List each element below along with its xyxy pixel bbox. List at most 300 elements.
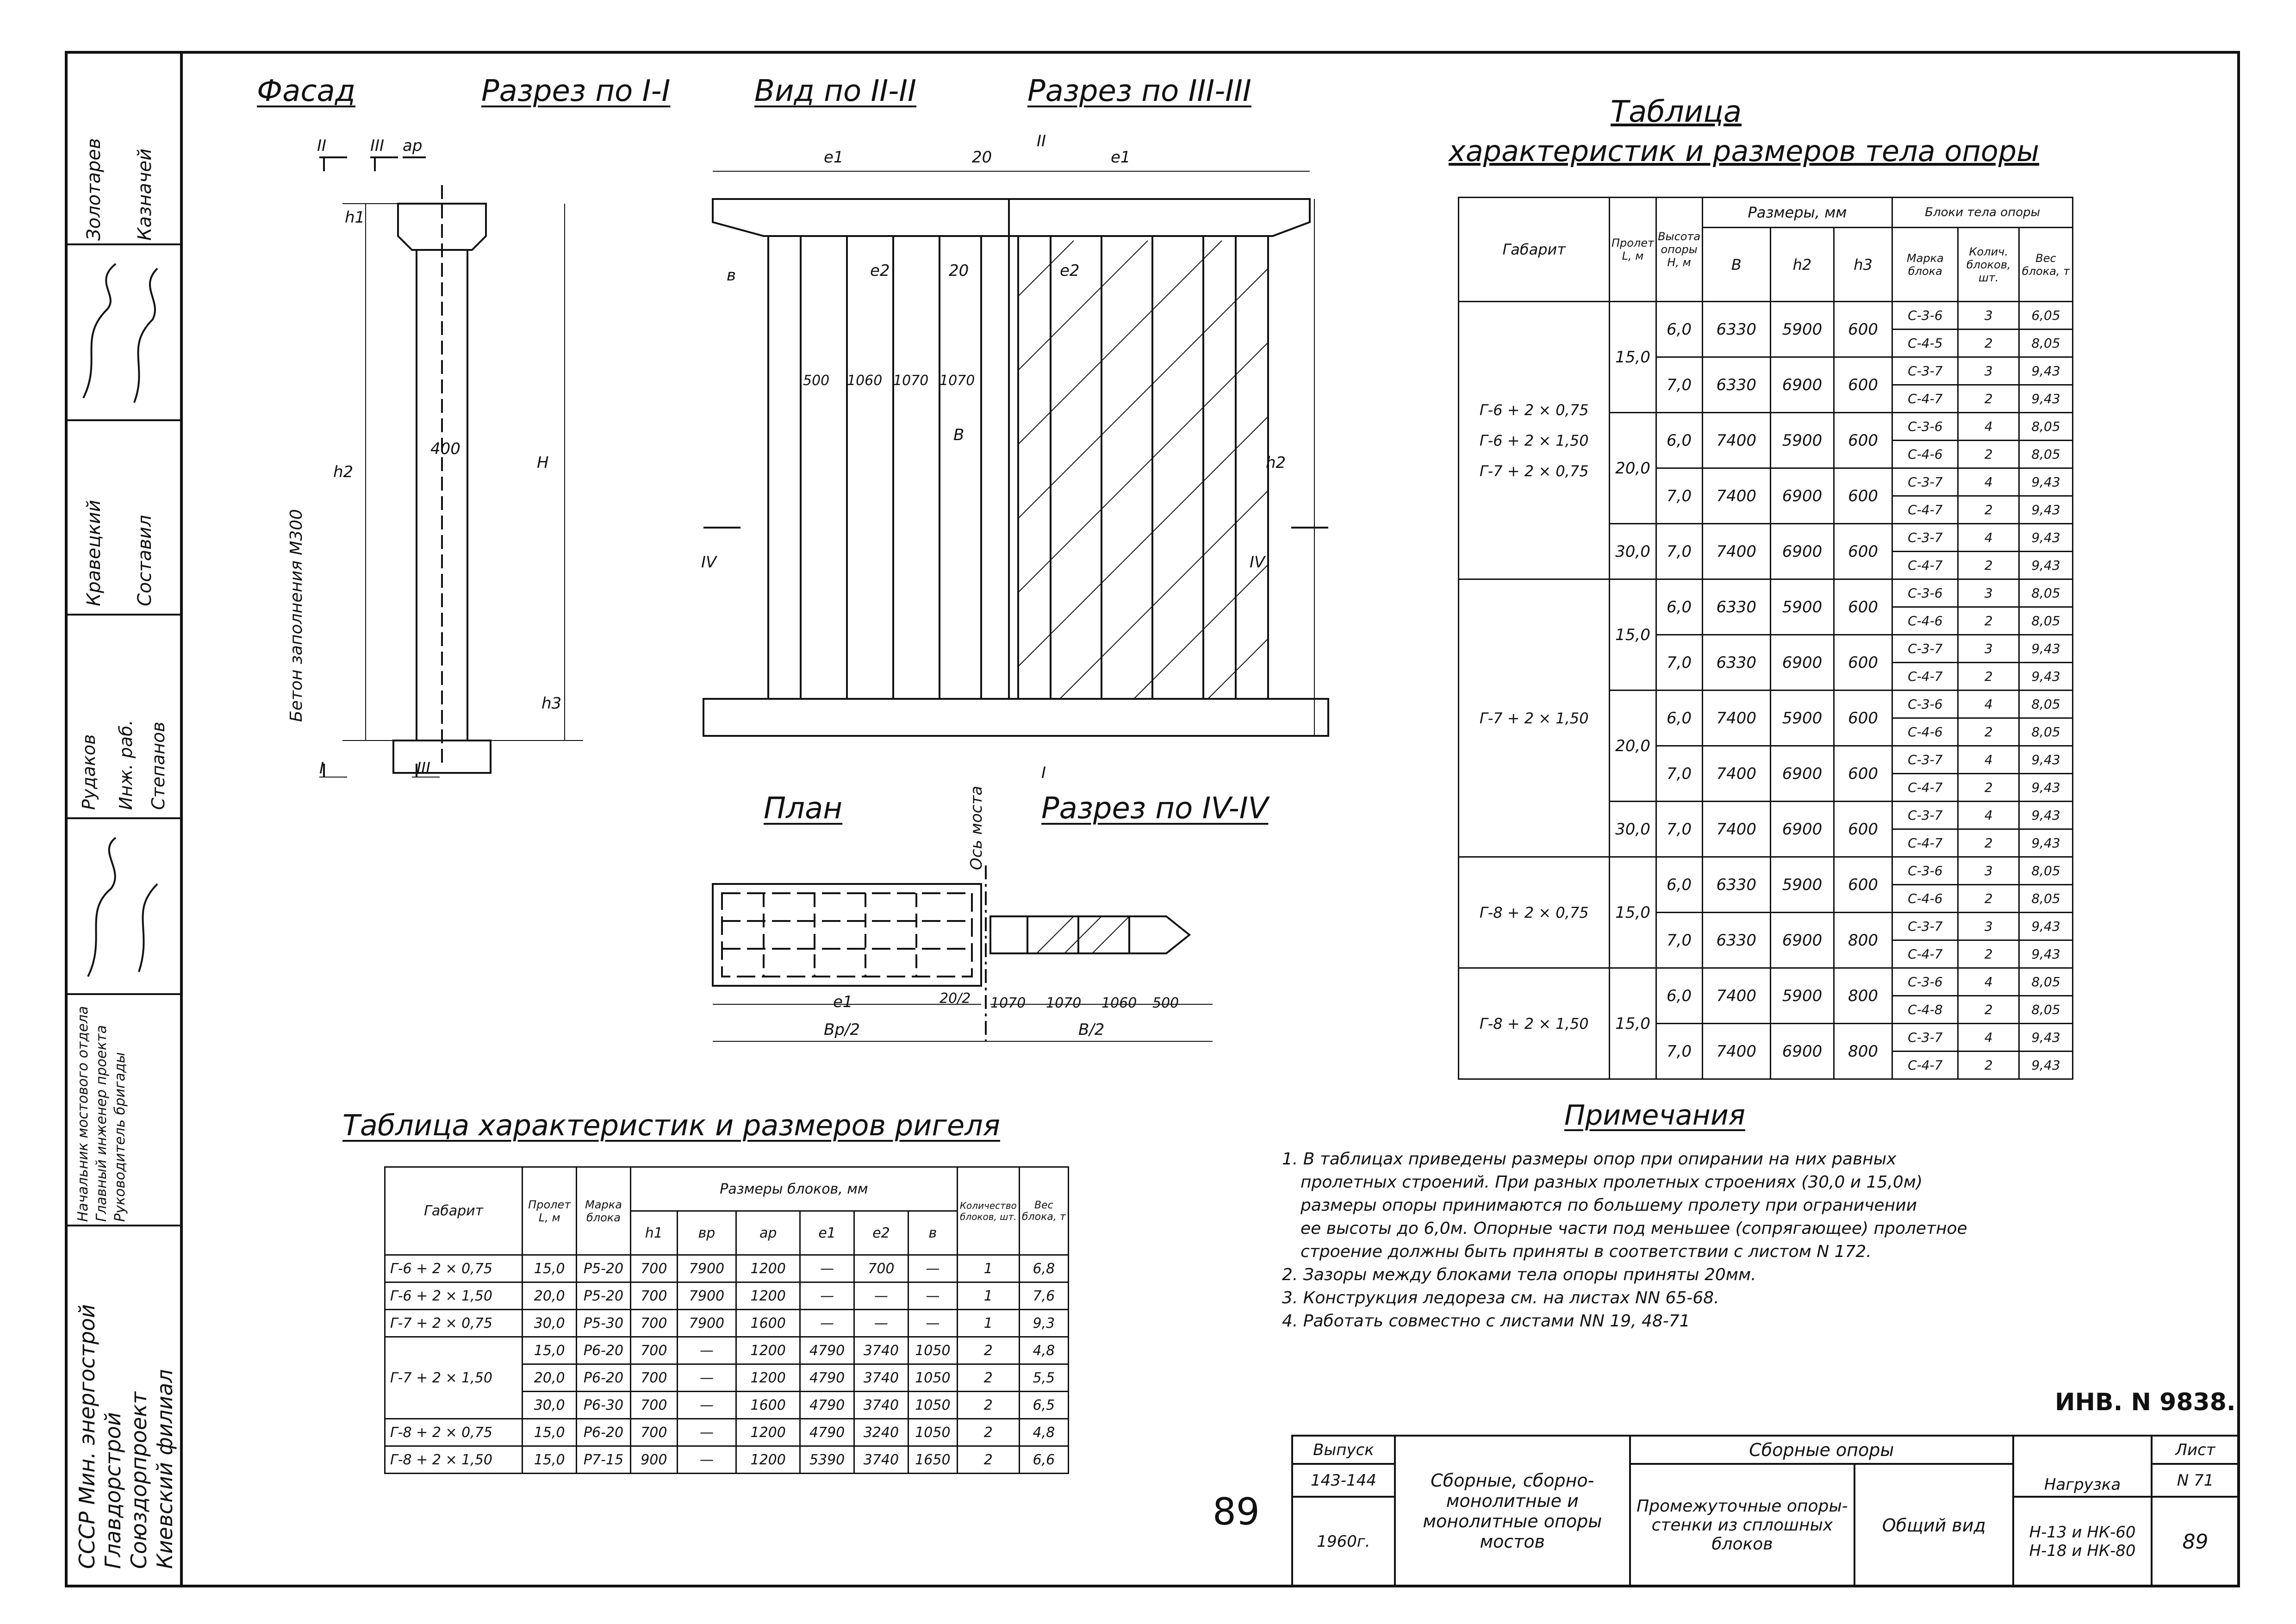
page-mark: 89 <box>1213 1490 1260 1533</box>
cell-span: 20,0 <box>523 1282 577 1310</box>
title-section-1: Разрез по I-I <box>481 74 671 108</box>
cell-weight: 9,3 <box>1019 1310 1068 1337</box>
cell-height: 7,0 <box>1656 635 1702 691</box>
cell-qty: 2 <box>1958 496 2019 524</box>
cell-qty: 2 <box>957 1392 1019 1419</box>
cell-weight: 9,43 <box>2019 913 2073 940</box>
cell-h3: 600 <box>1834 579 1892 635</box>
cell-mark: С-4-6 <box>1892 885 1958 913</box>
elevation-drawing <box>694 111 1333 768</box>
stamp-load-value: Н-13 и НК-60 Н-18 и НК-80 <box>2013 1497 2152 1587</box>
col-h2: h2 <box>1771 228 1834 302</box>
cell-span: 20,0 <box>1610 413 1656 524</box>
cell-e1: 4790 <box>800 1364 854 1392</box>
cell-mark: С-3-7 <box>1892 357 1958 385</box>
cell-mark: Р6-20 <box>577 1337 631 1364</box>
cell-height: 6,0 <box>1656 968 1702 1024</box>
cell-height: 6,0 <box>1656 691 1702 746</box>
cell-mark: С-4-7 <box>1892 829 1958 857</box>
cell-span: 20,0 <box>523 1364 577 1392</box>
cell-span: 15,0 <box>523 1337 577 1364</box>
cell-qty: 2 <box>1958 829 2019 857</box>
cell-gabarit: Г-6 + 2 × 0,75 <box>385 1255 523 1282</box>
label-plan-1060: 1060 <box>1101 995 1137 1011</box>
title-view-2: Вид по II-II <box>754 74 917 108</box>
cell-gabarit: Г-8 + 2 × 1,50 <box>385 1446 523 1474</box>
cell-qty: 4 <box>1958 468 2019 496</box>
cell-mark: С-3-6 <box>1892 579 1958 607</box>
cell-qty: 2 <box>1958 885 2019 913</box>
cell-mark: С-4-7 <box>1892 774 1958 802</box>
cell-span: 15,0 <box>1610 302 1656 413</box>
cell-B: 7400 <box>1702 468 1770 524</box>
rigel-col-e2: е2 <box>854 1211 908 1255</box>
side-signature-cell-2 <box>65 819 180 995</box>
cell-h1: 700 <box>630 1337 677 1364</box>
cell-height: 6,0 <box>1656 579 1702 635</box>
cell-mark: С-3-7 <box>1892 1024 1958 1052</box>
cell-weight: 8,05 <box>2019 607 2073 635</box>
label-mark-III-bottom: III <box>417 759 431 778</box>
cell-h3: 600 <box>1834 635 1892 691</box>
stamp-col1: Сборные, сборно-монолитные и монолитные опоры мостов <box>1395 1436 1630 1587</box>
cell-h3: 600 <box>1834 746 1892 802</box>
rigel-table-rows <box>385 1255 1069 1474</box>
cell-weight: 9,43 <box>2019 1052 2073 1079</box>
cell-mark: Р5-20 <box>577 1282 631 1310</box>
cell-h1: 700 <box>630 1364 677 1392</box>
side-org: СССР Мин. энергострой Главдорстрой Союздорпроект Киевский филиал <box>75 1304 177 1569</box>
cell-gabarit: Г-7 + 2 × 1,50 <box>385 1337 523 1419</box>
cell-weight: 8,05 <box>2019 413 2073 441</box>
side-role-labels: Начальник мостового отдела Главный инженер проекта Руководитель бригады <box>75 1006 128 1222</box>
stamp-col3: Общий вид <box>1854 1464 2013 1587</box>
side-cell-2 <box>65 421 180 616</box>
label-e1-b: e1 <box>1111 148 1131 167</box>
label-b: в <box>727 266 736 285</box>
rigel-col-gabarit: Габарит <box>385 1167 523 1255</box>
col-B: В <box>1702 228 1770 302</box>
body-table-rows <box>1459 302 2073 1079</box>
label-axis: Ось моста <box>967 785 986 870</box>
cell-B: 7400 <box>1702 968 1770 1024</box>
cell-e1: 4790 <box>800 1419 854 1446</box>
cell-mark: С-4-6 <box>1892 718 1958 746</box>
cell-span: 15,0 <box>1610 579 1656 691</box>
side-name-4: Составил <box>134 515 156 606</box>
cell-h3: 800 <box>1834 1024 1892 1079</box>
cell-h2: 5900 <box>1771 857 1834 913</box>
label-h2: h2 <box>333 463 354 481</box>
cell-span: 15,0 <box>523 1419 577 1446</box>
label-plan-20-2: 20/2 <box>940 990 971 1007</box>
cell-ap: 1200 <box>736 1255 800 1282</box>
cell-qty: 3 <box>1958 357 2019 385</box>
cell-height: 7,0 <box>1656 802 1702 857</box>
cell-bp: — <box>677 1446 736 1474</box>
cell-mark: С-4-7 <box>1892 496 1958 524</box>
cell-B: 6330 <box>1702 579 1770 635</box>
stamp-load-label: Нагрузка <box>2013 1436 2152 1497</box>
cell-span: 20,0 <box>1610 691 1656 802</box>
cell-mark: Р7-15 <box>577 1446 631 1474</box>
cell-bp: — <box>677 1364 736 1392</box>
cell-b: 1050 <box>908 1337 957 1364</box>
cell-weight: 6,5 <box>1019 1392 1068 1419</box>
cell-qty: 2 <box>1958 385 2019 413</box>
rigel-table <box>384 1166 1069 1474</box>
note-line: пролетных строений. При разных пролетных строениях (30,0 и 15,0м) <box>1300 1173 1923 1192</box>
cell-h2: 6900 <box>1771 913 1834 968</box>
cell-ap: 1600 <box>736 1310 800 1337</box>
cell-h2: 6900 <box>1771 357 1834 413</box>
cell-qty: 4 <box>1958 1024 2019 1052</box>
cell-e2: — <box>854 1310 908 1337</box>
side-roles-cell <box>65 995 180 1226</box>
cell-ap: 1200 <box>736 1364 800 1392</box>
cell-qty: 3 <box>1958 579 2019 607</box>
cell-B: 7400 <box>1702 691 1770 746</box>
cell-h3: 600 <box>1834 691 1892 746</box>
cell-b: 1050 <box>908 1419 957 1446</box>
label-1060: 1060 <box>847 373 883 389</box>
label-mark-I: I <box>319 759 324 778</box>
cell-h2: 6900 <box>1771 1024 1834 1079</box>
cell-qty: 2 <box>957 1364 1019 1392</box>
cell-weight: 9,43 <box>2019 385 2073 413</box>
cell-span: 15,0 <box>1610 968 1656 1079</box>
cell-gabarit: Г-6 + 2 × 0,75 Г-6 + 2 × 1,50 Г-7 + 2 × 0,75 <box>1459 302 1610 579</box>
cell-height: 7,0 <box>1656 468 1702 524</box>
label-400: 400 <box>430 440 460 458</box>
cell-h2: 5900 <box>1771 302 1834 357</box>
body-table <box>1458 197 2073 1080</box>
cell-weight: 9,43 <box>2019 524 2073 552</box>
fill-concrete-note: Бетон заполнения М300 <box>287 509 306 722</box>
label-h3: h3 <box>541 694 562 713</box>
cell-bp: 7900 <box>677 1255 736 1282</box>
table-row <box>385 1419 1069 1446</box>
cell-mark: С-4-7 <box>1892 940 1958 968</box>
label-1070-a: 1070 <box>893 373 929 389</box>
cell-qty: 2 <box>1958 996 2019 1024</box>
cell-B: 7400 <box>1702 746 1770 802</box>
plan-drawing <box>703 865 1250 1060</box>
cell-weight: 8,05 <box>2019 857 2073 885</box>
cell-mark: Р5-30 <box>577 1310 631 1337</box>
cell-qty: 3 <box>1958 913 2019 940</box>
side-name-7: Степанов <box>148 722 168 810</box>
cell-B: 7400 <box>1702 802 1770 857</box>
cell-ap: 1600 <box>736 1392 800 1419</box>
body-table-title-2: характеристик и размеров тела опоры <box>1449 134 2040 168</box>
cell-h2: 6900 <box>1771 468 1834 524</box>
rigel-col-e1: е1 <box>800 1211 854 1255</box>
label-mark-III: III <box>370 137 385 155</box>
label-e2-a: e2 <box>870 261 890 280</box>
label-500: 500 <box>803 373 830 389</box>
cell-h1: 700 <box>630 1282 677 1310</box>
cell-qty: 3 <box>1958 857 2019 885</box>
cell-bp: 7900 <box>677 1310 736 1337</box>
cell-h3: 600 <box>1834 468 1892 524</box>
cell-qty: 3 <box>1958 635 2019 663</box>
cell-qty: 4 <box>1958 968 2019 996</box>
cell-B: 6330 <box>1702 302 1770 357</box>
side-cell-3 <box>65 616 180 819</box>
cell-qty: 3 <box>1958 302 2019 330</box>
cell-height: 6,0 <box>1656 857 1702 913</box>
cell-h3: 600 <box>1834 857 1892 913</box>
side-cell-1 <box>65 51 180 245</box>
cell-weight: 9,43 <box>2019 357 2073 385</box>
signature-scribbles <box>65 245 180 421</box>
cell-qty: 4 <box>1958 524 2019 552</box>
cell-height: 6,0 <box>1656 413 1702 468</box>
cell-bp: 7900 <box>677 1282 736 1310</box>
side-name-3: Кравецкий <box>83 500 105 606</box>
cell-h2: 6900 <box>1771 746 1834 802</box>
title-facade: Фасад <box>257 74 355 108</box>
rigel-col-weight: Вес блока, т <box>1019 1167 1068 1255</box>
cell-h2: 6900 <box>1771 524 1834 579</box>
cell-ap: 1200 <box>736 1337 800 1364</box>
cell-qty: 1 <box>957 1255 1019 1282</box>
cell-span: 30,0 <box>1610 524 1656 579</box>
cell-h2: 6900 <box>1771 802 1834 857</box>
cell-h2: 5900 <box>1771 413 1834 468</box>
cell-b: — <box>908 1310 957 1337</box>
cell-mark: С-4-8 <box>1892 996 1958 1024</box>
cell-b: 1050 <box>908 1364 957 1392</box>
cell-mark: Р6-30 <box>577 1392 631 1419</box>
cell-height: 7,0 <box>1656 1024 1702 1079</box>
rigel-col-span: Пролет L, м <box>523 1167 577 1255</box>
cell-weight: 9,43 <box>2019 663 2073 691</box>
cell-mark: С-3-6 <box>1892 691 1958 718</box>
cell-weight: 8,05 <box>2019 968 2073 996</box>
cell-bp: — <box>677 1419 736 1446</box>
cell-e1: — <box>800 1255 854 1282</box>
cell-h1: 700 <box>630 1255 677 1282</box>
title-stamp <box>1291 1435 2240 1587</box>
rigel-col-h1: h1 <box>630 1211 677 1255</box>
cell-e2: 3240 <box>854 1419 908 1446</box>
cell-h1: 700 <box>630 1419 677 1446</box>
cell-qty: 2 <box>1958 774 2019 802</box>
cell-qty: 1 <box>957 1310 1019 1337</box>
body-table-title-1: Таблица <box>1611 95 1742 129</box>
cell-qty: 1 <box>957 1282 1019 1310</box>
cell-mark: С-4-6 <box>1892 441 1958 468</box>
cell-e1: 4790 <box>800 1337 854 1364</box>
rigel-col-mark: Марка блока <box>577 1167 631 1255</box>
cell-B: 6330 <box>1702 357 1770 413</box>
cell-h1: 700 <box>630 1392 677 1419</box>
cell-ap: 1200 <box>736 1282 800 1310</box>
cell-B: 6330 <box>1702 913 1770 968</box>
cell-mark: С-3-7 <box>1892 468 1958 496</box>
cell-mark: С-3-6 <box>1892 302 1958 330</box>
cell-weight: 4,8 <box>1019 1337 1068 1364</box>
side-name-2: Казначей <box>134 148 156 241</box>
cell-weight: 9,43 <box>2019 829 2073 857</box>
cell-qty: 2 <box>1958 441 2019 468</box>
cell-h3: 800 <box>1834 968 1892 1024</box>
cell-mark: С-3-7 <box>1892 524 1958 552</box>
side-title-block <box>65 51 183 1587</box>
cell-weight: 8,05 <box>2019 691 2073 718</box>
col-mark: Марка блока <box>1892 228 1958 302</box>
cell-B: 7400 <box>1702 1024 1770 1079</box>
cell-e1: — <box>800 1310 854 1337</box>
cell-mark: С-4-7 <box>1892 385 1958 413</box>
cell-gabarit: Г-7 + 2 × 0,75 <box>385 1310 523 1337</box>
cell-weight: 9,43 <box>2019 468 2073 496</box>
cell-qty: 2 <box>957 1446 1019 1474</box>
cell-height: 7,0 <box>1656 524 1702 579</box>
col-blocks: Блоки тела опоры <box>1892 198 2073 228</box>
cell-height: 6,0 <box>1656 302 1702 357</box>
cell-weight: 6,6 <box>1019 1446 1068 1474</box>
cell-height: 7,0 <box>1656 357 1702 413</box>
cell-h1: 900 <box>630 1446 677 1474</box>
cell-span: 15,0 <box>523 1446 577 1474</box>
note-line: 2. Зазоры между блоками тела опоры приняты 20мм. <box>1282 1265 1756 1284</box>
cell-weight: 9,43 <box>2019 746 2073 774</box>
note-line: 3. Конструкция ледореза см. на листах NN 65-68. <box>1282 1288 1719 1307</box>
side-name-6: Инж. раб. <box>116 720 136 810</box>
title-plan: План <box>764 791 843 826</box>
notes-title: Примечания <box>1564 1099 1745 1132</box>
cell-qty: 2 <box>1958 607 2019 635</box>
cell-weight: 8,05 <box>2019 885 2073 913</box>
cell-weight: 8,05 <box>2019 330 2073 357</box>
table-row <box>1459 968 2073 996</box>
cell-span: 15,0 <box>1610 857 1656 968</box>
cell-mark: С-3-6 <box>1892 968 1958 996</box>
cell-ap: 1200 <box>736 1419 800 1446</box>
rigel-col-b: в <box>908 1211 957 1255</box>
cell-h1: 700 <box>630 1310 677 1337</box>
cell-weight: 9,43 <box>2019 552 2073 579</box>
cell-B: 7400 <box>1702 524 1770 579</box>
cell-weight: 9,43 <box>2019 1024 2073 1052</box>
cell-weight: 6,8 <box>1019 1255 1068 1282</box>
cell-e2: — <box>854 1282 908 1310</box>
label-h2-right: h2 <box>1266 454 1286 472</box>
cell-e2: 3740 <box>854 1337 908 1364</box>
cell-mark: С-4-7 <box>1892 552 1958 579</box>
cell-qty: 2 <box>1958 330 2019 357</box>
cell-mark: Р5-20 <box>577 1255 631 1282</box>
col-gabarit: Габарит <box>1459 198 1610 302</box>
cell-span: 15,0 <box>523 1255 577 1282</box>
cell-bp: — <box>677 1392 736 1419</box>
inventory-number: ИНВ. N 9838. <box>2055 1388 2236 1416</box>
cell-span: 30,0 <box>1610 802 1656 857</box>
cell-e2: 700 <box>854 1255 908 1282</box>
cell-weight: 8,05 <box>2019 996 2073 1024</box>
col-height: Высота опоры H, м <box>1656 198 1702 302</box>
col-span: Пролет L, м <box>1610 198 1656 302</box>
cell-height: 7,0 <box>1656 913 1702 968</box>
cell-h3: 600 <box>1834 802 1892 857</box>
stamp-sheet-label: Лист <box>2152 1436 2239 1464</box>
cell-h3: 800 <box>1834 913 1892 968</box>
cell-height: 7,0 <box>1656 746 1702 802</box>
cell-gabarit: Г-8 + 2 × 0,75 <box>1459 857 1610 968</box>
label-H: H <box>537 454 549 472</box>
cell-weight: 7,6 <box>1019 1282 1068 1310</box>
cell-e1: 5390 <box>800 1446 854 1474</box>
cell-weight: 9,43 <box>2019 802 2073 829</box>
label-mark-II: II <box>317 137 327 155</box>
cell-weight: 9,43 <box>2019 635 2073 663</box>
cell-qty: 4 <box>1958 691 2019 718</box>
cell-weight: 9,43 <box>2019 774 2073 802</box>
label-plan-Bp2: Вр/2 <box>824 1020 860 1039</box>
cell-e2: 3740 <box>854 1364 908 1392</box>
note-line: ее высоты до 6,0м. Опорные части под меньшее (сопрягающее) пролетное <box>1300 1219 1967 1238</box>
cell-h2: 5900 <box>1771 691 1834 746</box>
cell-gabarit: Г-7 + 2 × 1,50 <box>1459 579 1610 857</box>
notes-block <box>1282 1148 2022 1333</box>
cell-weight: 8,05 <box>2019 579 2073 607</box>
stamp-issue-value: 143-144 <box>1292 1464 1395 1497</box>
cell-h3: 600 <box>1834 357 1892 413</box>
cell-qty: 2 <box>1958 1052 2019 1079</box>
cell-e2: 3740 <box>854 1446 908 1474</box>
note-line: 4. Работать совместно с листами NN 19, 48-71 <box>1282 1312 1690 1331</box>
stamp-sheet-value: N 71 <box>2152 1464 2239 1497</box>
cell-qty: 4 <box>1958 746 2019 774</box>
col-qty: Колич. блоков, шт. <box>1958 228 2019 302</box>
cell-weight: 4,8 <box>1019 1419 1068 1446</box>
cell-gabarit: Г-8 + 2 × 1,50 <box>1459 968 1610 1079</box>
cell-mark: С-4-7 <box>1892 663 1958 691</box>
rigel-col-ap: ар <box>736 1211 800 1255</box>
cell-e1: — <box>800 1282 854 1310</box>
cell-weight: 9,43 <box>2019 940 2073 968</box>
title-section-4: Разрез по IV-IV <box>1041 791 1269 826</box>
cell-weight: 5,5 <box>1019 1364 1068 1392</box>
label-plan-e1: e1 <box>833 993 853 1011</box>
side-name-5: Рудаков <box>79 734 99 810</box>
title-section-3: Разрез по III-III <box>1027 74 1251 108</box>
stamp-header2: Сборные опоры <box>1630 1436 2014 1464</box>
col-weight: Вес блока, т <box>2019 228 2073 302</box>
label-e2-b: e2 <box>1060 261 1080 280</box>
label-ap: aр <box>403 137 423 155</box>
cell-qty: 2 <box>957 1337 1019 1364</box>
stamp-sheet-page: 89 <box>2152 1497 2239 1587</box>
table-row <box>385 1446 1069 1474</box>
cell-h3: 600 <box>1834 302 1892 357</box>
note-line: 1. В таблицах приведены размеры опор при опирании на них равных <box>1282 1150 1897 1169</box>
cell-qty: 2 <box>1958 718 2019 746</box>
label-plan-1070-a: 1070 <box>990 995 1026 1011</box>
label-B: В <box>953 426 964 444</box>
cell-bp: — <box>677 1337 736 1364</box>
rigel-col-qty: Количество блоков, шт. <box>957 1167 1019 1255</box>
cell-qty: 4 <box>1958 802 2019 829</box>
note-line: строение должны быть приняты в соответствии с листом N 172. <box>1300 1242 1872 1261</box>
table-row <box>1459 302 2073 330</box>
table-row <box>1459 579 2073 607</box>
cell-b: — <box>908 1255 957 1282</box>
cell-mark: С-3-7 <box>1892 802 1958 829</box>
